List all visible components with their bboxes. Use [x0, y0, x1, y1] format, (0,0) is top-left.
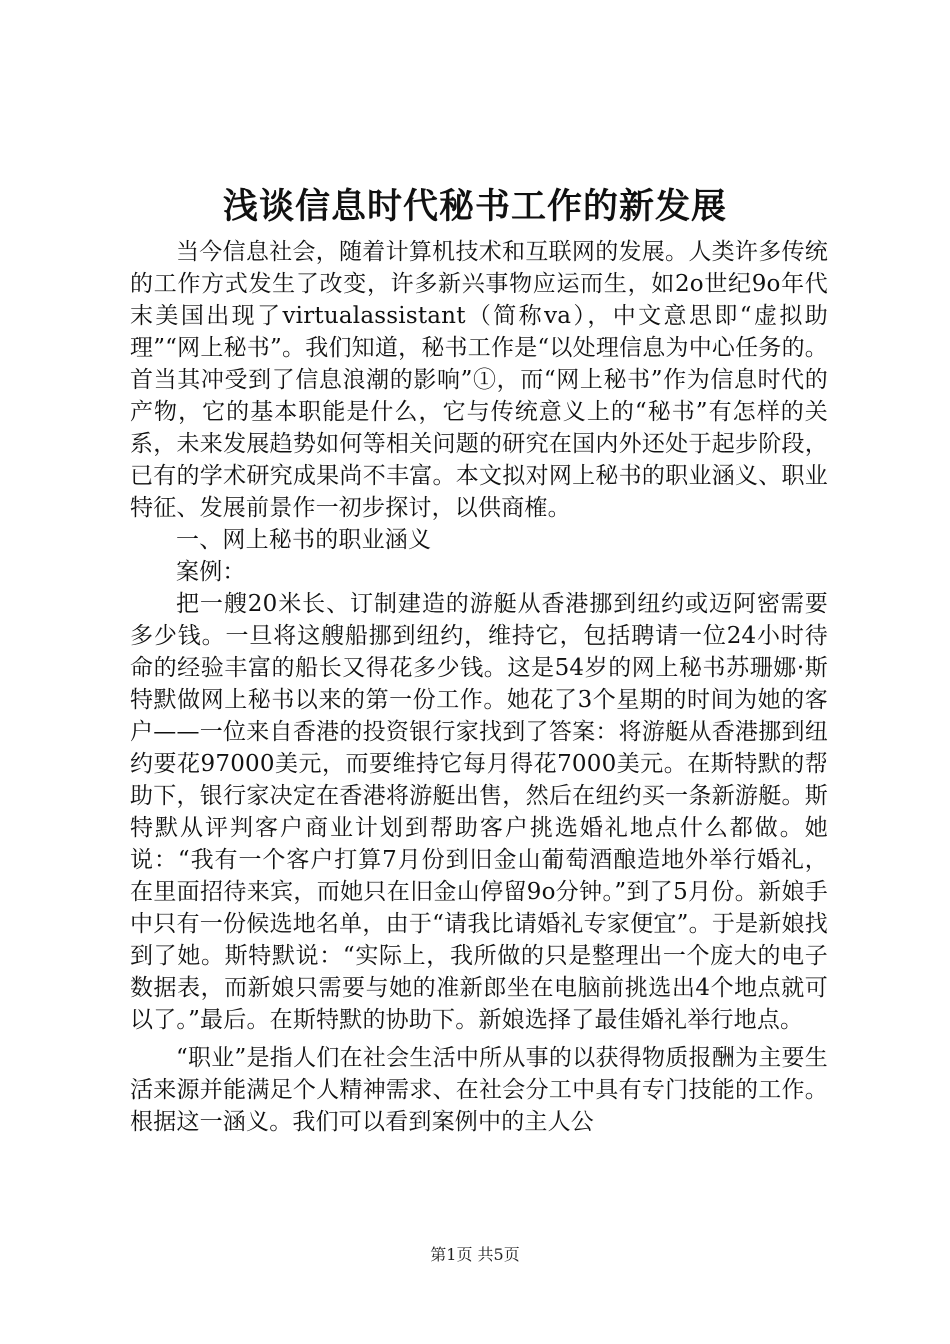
- page-number-footer: 第1页 共5页: [430, 1245, 520, 1264]
- paragraph-intro: 当今信息社会，随着计算机技术和互联网的发展。人类许多传统的工作方式发生了改变，许多新兴事物应运而生，如2o世纪9o年代末美国出现了virtualassistant（简称va），中文意思即“虚拟助理”“网上秘书”。我们知道，秘书工作是“以处理信息为中心任务的。首当其冲受到了信息浪潮的影响”①，而“网上秘书”作为信息时代的产物，它的基本职能是什么，它与传统意义上的“秘书”有怎样的关系，未来发展趋势如何等相关问题的研究在国内外还处于起步阶段，已有的学术研究成果尚不丰富。本文拟对网上秘书的职业涵义、职业特征、发展前景作一初步探讨，以供商榷。: [130, 239, 828, 521]
- paragraph-case: 把一艘20米长、订制建造的游艇从香港挪到纽约或迈阿密需要多少钱。一旦将这艘船挪到纽约，维持它，包括聘请一位24小时待命的经验丰富的船长又得花多少钱。这是54岁的网上秘书苏珊娜·斯特默做网上秘书以来的第一份工作。她花了3个星期的时间为她的客户——一位来自香港的投资银行家找到了答案：将游艇从香港挪到纽约要花97000美元，而要维持它每月得花7000美元。在斯特默的帮助下，银行家决定在香港将游艇出售，然后在纽约买一条新游艇。斯特默从评判客户商业计划到帮助客户挑选婚礼地点什么都做。她说：“我有一个客户打算7月份到旧金山葡萄酒酿造地外举行婚礼，在里面招待来宾，而她只在旧金山停留9o分钟。”到了5月份。新娘手中只有一份候选地名单，由于“请我比请婚礼专家便宜”。于是新娘找到了她。斯特默说：“实际上，我所做的只是整理出一个庞大的电子数据表，而新娘只需要与她的准新郎坐在电脑前挑选出4个地点就可以了。”最后。在斯特默的协助下。新娘选择了最佳婚礼举行地点。: [130, 591, 828, 1033]
- paragraph-definition: “职业”是指人们在社会生活中所从事的以获得物质报酬为主要生活来源并能满足个人精神需求、在社会分工中具有专门技能的工作。根据这一涵义。我们可以看到案例中的主人公: [130, 1045, 828, 1135]
- section-heading: 一、网上秘书的职业涵义: [176, 527, 432, 553]
- case-label: 案例：: [176, 559, 246, 585]
- document-title: 浅谈信息时代秘书工作的新发展: [222, 186, 727, 227]
- document-body: [130, 236, 828, 1138]
